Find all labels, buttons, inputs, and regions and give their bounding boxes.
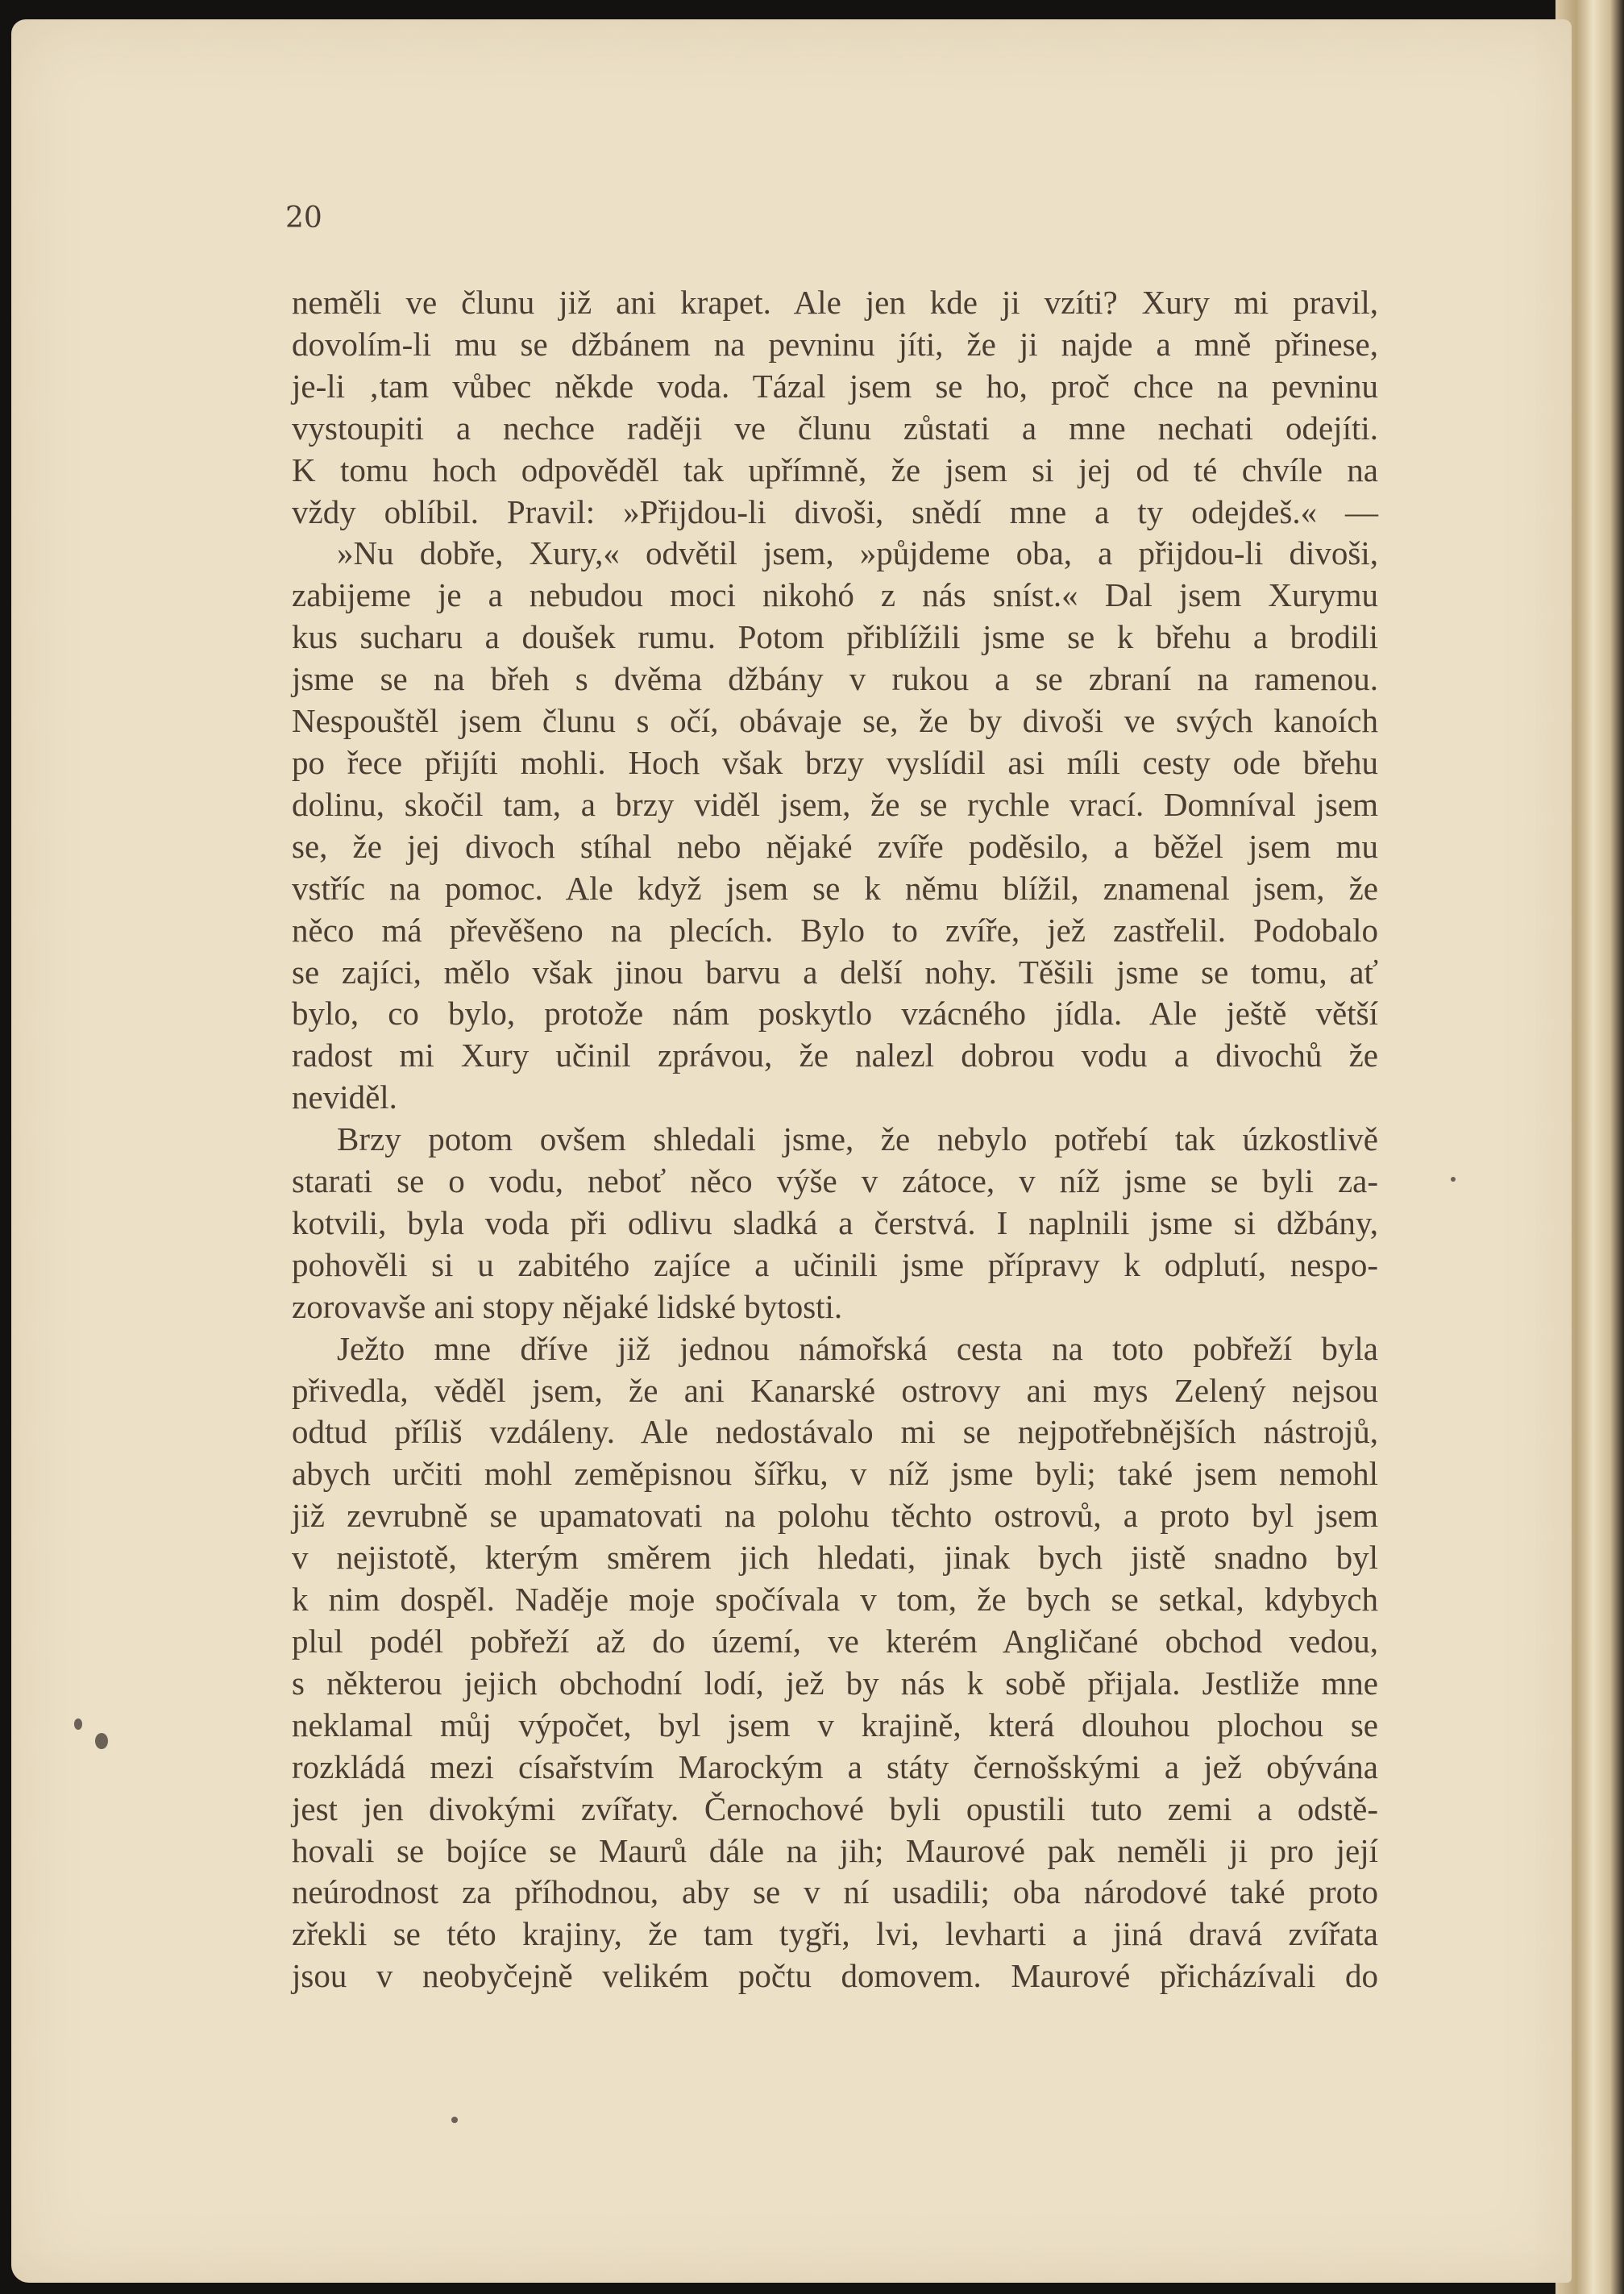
text-line: bylo, co bylo, protože nám poskytlo vzácného jídla. Ale ještě větší [292,995,1378,1033]
text-line: neměli ve člunu již ani krapet. Ale jen kde ji vzíti? Xury mi pravil, [292,284,1378,321]
text-line: dolinu, skočil tam, a brzy viděl jsem, že se rychle vrací. Domníval jsem [292,785,1378,823]
text-line: K tomu hoch odpověděl tak upřímně, že jsem si jej od té chvíle na [292,451,1378,488]
text-line: jsme se na břeh s dvěma džbány v rukou a se zbraní na ramenou. [292,660,1378,698]
text-line: něco má převěšeno na plecích. Bylo to zvíře, jež zastřelil. Podobalo [292,911,1378,949]
text-line: plul podél pobřeží až do území, ve kterém Angličané obchod vedou, [292,1623,1378,1660]
text-line: jest jen divokými zvířaty. Černochové byli opustili tuto zemi a odstě- [292,1789,1378,1827]
text-line: neklamal můj výpočet, byl jsem v krajině, která dlouhou plochou se [292,1706,1378,1743]
text-line: zřekli se této krajiny, že tam tygři, lvi, levharti a jiná dravá zvířata [292,1915,1378,1953]
text-line: starati se o vodu, neboť něco výše v zátoce, v níž jsme se byli za- [292,1162,1378,1200]
text-line: jsou v neobyčejně velikém počtu domovem. Maurové přicházívali do [292,1957,1378,1995]
ink-speck [74,1718,82,1730]
text-line: zorovavše ani stopy nějaké lidské bytosti. [292,1287,843,1325]
text-line: odtud příliš vzdáleny. Ale nedostávalo mi se nejpotřebnějších nástrojů, [292,1413,1378,1451]
ink-speck [95,1733,108,1749]
text-line: radost mi Xury učinil zprávou, že nalezl dobrou vodu a divochů že [292,1037,1378,1074]
page-number: 20 [285,202,322,235]
text-line: již zevrubně se upamatovati na polohu těchto ostrovů, a proto byl jsem [292,1497,1378,1535]
text-line: dovolím-li mu se džbánem na pevninu jíti, že ji najde a mně přinese, [292,325,1378,363]
ink-speck [451,2117,458,2123]
text-line: vystoupiti a nechce raději ve člunu zůstati a mne nechati odejíti. [292,409,1378,447]
text-line: pohověli si u zabitého zajíce a učinili jsme přípravy k odplutí, nespo- [292,1245,1378,1283]
text-line: hovali se bojíce se Maurů dále na jih; Maurové pak neměli ji pro její [292,1831,1378,1869]
text-line: vždy oblíbil. Pravil: »Přijdou-li divoši, snědí mne a ty odejdeš.« — [292,492,1378,530]
text-line: s některou jejich obchodní lodí, jež by nás k sobě přijala. Jestliže mne [292,1664,1378,1702]
text-line: po řece přijíti mohli. Hoch však brzy vyslídil asi míli cesty ode břehu [292,743,1378,781]
body-text [292,282,1378,1997]
text-line: Ježto mne dříve již jednou námořská cesta na toto pobřeží byla [337,1329,1378,1367]
text-line: přivedla, věděl jsem, že ani Kanarské ostrovy ani mys Zelený nejsou [292,1371,1378,1409]
text-line: vstříc na pomoc. Ale když jsem se k němu blížil, znamenal jsem, že [292,869,1378,907]
text-line: je-li ‚tam vůbec někde voda. Tázal jsem se ho, proč chce na pevninu [292,367,1378,405]
text-line: neúrodnost za příhodnou, aby se v ní usadili; oba národové také proto [292,1873,1378,1911]
text-line: »Nu dobře, Xury,« odvětil jsem, »půjdeme oba, a přijdou-li divoši, [337,534,1378,572]
text-line: kotvili, byla voda při odlivu sladká a čerstvá. I naplnili jsme si džbány, [292,1203,1378,1241]
text-line: k nim dospěl. Naděje moje spočívala v tom, že bych se setkal, kdybych [292,1581,1378,1619]
text-line: v nejistotě, kterým směrem jich hledati, jinak bych jistě snadno byl [292,1539,1378,1577]
text-line: abych určiti mohl zeměpisnou šířku, v níž jsme byli; také jsem nemohl [292,1455,1378,1493]
text-line: kus sucharu a doušek rumu. Potom přiblížili jsme se k břehu a brodili [292,618,1378,656]
text-line: rozkládá mezi císařstvím Marockým a státy černošskými a jež obývána [292,1748,1378,1785]
text-line: se, že jej divoch stíhal nebo nějaké zvíře poděsilo, a běžel jsem mu [292,827,1378,865]
text-line: neviděl. [292,1078,397,1116]
text-line: se zajíci, mělo však jinou barvu a delší nohy. Těšili jsme se tomu, ať [292,953,1378,991]
text-line: Nespouštěl jsem člunu s očí, obávaje se, že by divoši ve svých kanoích [292,702,1378,740]
text-line: zabijeme je a nebudou moci nikohó z nás sníst.« Dal jsem Xurymu [292,576,1378,614]
text-line: Brzy potom ovšem shledali jsme, že nebylo potřebí tak úzkostlivě [337,1120,1378,1158]
ink-speck [1451,1177,1456,1182]
